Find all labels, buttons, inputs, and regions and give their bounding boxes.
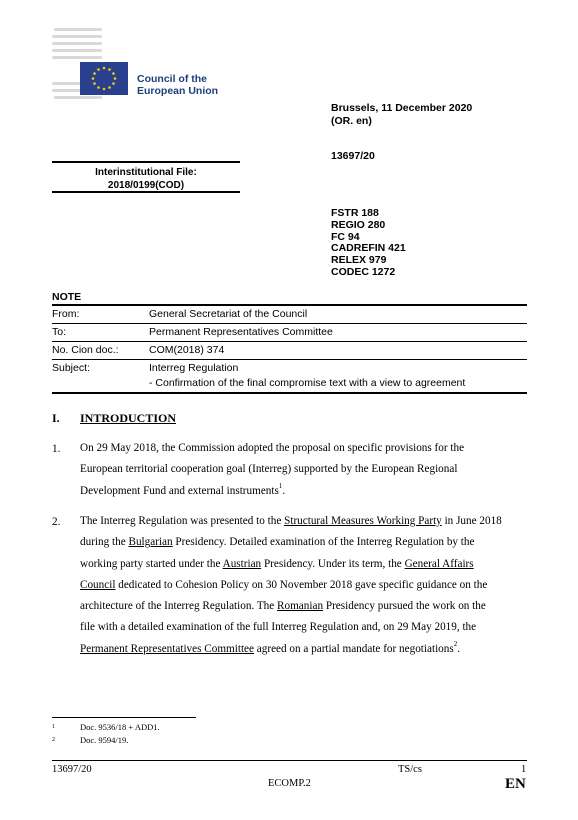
note-label: From: [52, 308, 80, 320]
paragraph-number: 2. [52, 516, 61, 528]
section-title: INTRODUCTION [80, 411, 177, 425]
page-number: 1 [521, 764, 527, 775]
note-row-cion-doc [52, 342, 527, 360]
paragraph-line [80, 554, 528, 575]
institution-name-line2: European Union [137, 85, 219, 97]
institution-name [137, 73, 218, 97]
underlined-term: Romanian [277, 600, 324, 613]
footer-reference: 13697/20 [52, 764, 92, 775]
note-row-from [52, 306, 527, 324]
paragraph-line [80, 511, 528, 532]
footnote-2 [52, 735, 128, 746]
code-item: FSTR 188 [331, 207, 379, 219]
code-item: FC 94 [331, 230, 360, 243]
paragraph-text: dedicated to Cohesion Policy on 30 November 2018 gave specific guidance on the [115, 578, 488, 591]
paragraph-2 [80, 511, 528, 660]
note-value: Permanent Representatives Committee [149, 326, 333, 338]
note-label: No. Cion doc.: [52, 344, 119, 356]
eu-flag-icon [80, 62, 128, 95]
paragraph-number: 1. [52, 443, 61, 455]
paragraph-text: Presidency. Under its term, the [261, 557, 405, 570]
paragraph-text: Presidency. Detailed examination of the Interreg Regulation by the [172, 536, 475, 549]
footnote-text: Doc. 9594/19. [80, 735, 129, 745]
underlined-term: Council [80, 578, 116, 591]
paragraph-line [80, 639, 528, 660]
paragraph-line [80, 481, 528, 502]
note-label: Subject: [52, 362, 90, 374]
paragraph-line [80, 575, 528, 596]
paragraph-text: working party started under the [80, 557, 223, 570]
note-table [52, 304, 527, 394]
place-date-block [331, 102, 472, 128]
note-value: General Secretariat of the Council [149, 308, 308, 320]
footnote-1 [52, 722, 160, 733]
institution-name-line1: Council of the [137, 73, 207, 85]
paragraph-line [80, 532, 528, 553]
document-number: 13697/20 [331, 150, 375, 162]
section-number: I. [52, 411, 60, 425]
footnote-mark: 1 [52, 724, 55, 730]
note-row-subject [52, 360, 527, 394]
footnote-text: Doc. 9536/18 + ADD1. [80, 722, 160, 732]
paragraph-line: On 29 May 2018, the Commission adopted the proposal on specific provisions for the [80, 442, 465, 454]
subject-detail: - Confirmation of the final compromise text with a view to agreement [149, 377, 466, 389]
footer-department: ECOMP.2 [268, 778, 311, 789]
underlined-term: Permanent Representatives Committee [80, 642, 254, 655]
footnote-ref[interactable]: 1 [278, 481, 283, 490]
note-value: COM(2018) 374 [149, 344, 225, 356]
footer-separator [52, 760, 527, 761]
paragraph-line [80, 596, 528, 617]
classification-codes [331, 208, 406, 279]
note-value [149, 361, 527, 391]
paragraph-text: Development Fund and external instruments [80, 484, 279, 497]
place-date: Brussels, 11 December 2020 [331, 102, 473, 114]
code-item: REGIO 280 [331, 218, 386, 231]
code-item: CADREFIN 421 [331, 242, 406, 255]
code-item: CODEC 1272 [331, 265, 396, 278]
paragraph-line: file with a detailed examination of the full Interreg Regulation and, on 29 May 2019, the [80, 621, 477, 634]
paragraph-text: . [282, 484, 286, 497]
footnote-separator [52, 717, 196, 718]
paragraph-text: in June 2018 [441, 515, 502, 527]
note-row-to [52, 324, 527, 342]
interinstitutional-label: Interinstitutional File: [95, 167, 197, 178]
underlined-term: Bulgarian [128, 536, 173, 549]
paragraph-text: . [457, 642, 461, 655]
language-code: EN [505, 776, 526, 792]
code-item: RELEX 979 [331, 254, 387, 267]
paragraph-text: agreed on a partial mandate for negotiations [253, 642, 454, 655]
paragraph-text: The Interreg Regulation was presented to the [80, 515, 285, 527]
footer-initials: TS/cs [398, 764, 422, 775]
paragraph-1 [80, 438, 528, 502]
original-language: (OR. en) [331, 115, 372, 127]
note-heading: NOTE [52, 291, 82, 303]
footnote-mark: 2 [52, 737, 55, 743]
paragraph-text: during the [80, 536, 129, 549]
paragraph-line: European territorial cooperation goal (Interreg) supported by the European Regional [80, 463, 458, 476]
interinstitutional-value: 2018/0199(COD) [107, 179, 185, 191]
footnote-ref[interactable]: 2 [453, 640, 458, 649]
note-label: To: [52, 326, 67, 338]
subject-title: Interreg Regulation [149, 362, 239, 374]
interinstitutional-file-box [52, 161, 240, 193]
paragraph-text: Presidency pursued the work on the [323, 600, 486, 613]
paragraph-text: architecture of the Interreg Regulation. The [80, 600, 278, 613]
underlined-term: General Affairs [404, 557, 474, 570]
underlined-term: Austrian [222, 557, 262, 570]
underlined-term: Structural Measures Working Party [284, 515, 442, 527]
